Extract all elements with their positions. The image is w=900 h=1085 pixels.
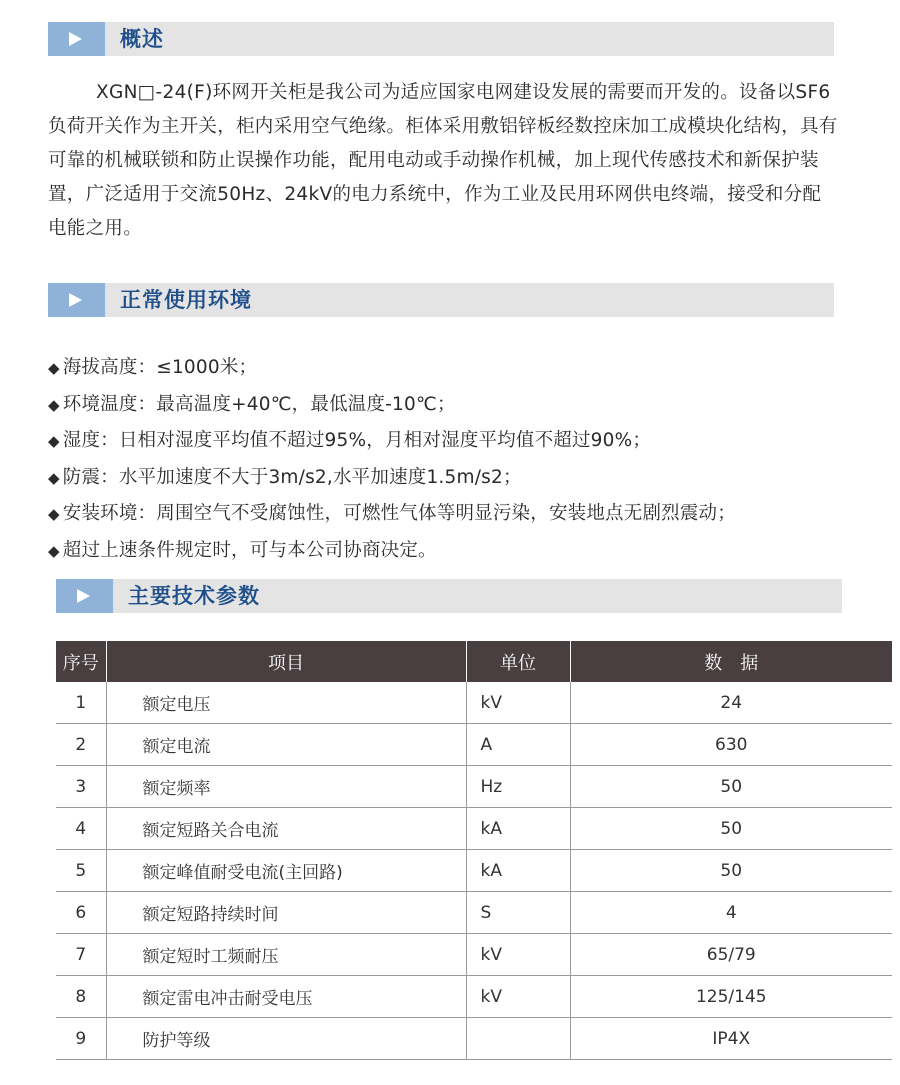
cell-value: 50 [570,808,892,850]
list-item-text: 防震：水平加速度不大于3m/s2,水平加速度1.5m/s2； [62,466,522,488]
header-item: 项目 [106,641,466,682]
cell-value: 65/79 [570,934,892,976]
cell-unit: kA [466,808,570,850]
cell-value: 4 [570,892,892,934]
diamond-bullet-icon: ◆ [48,395,60,414]
cell-index: 7 [56,934,106,976]
cell-item: 额定短路关合电流 [106,808,466,850]
cell-value: 24 [570,682,892,724]
diamond-bullet-icon: ◆ [48,541,60,560]
header-index: 序号 [56,641,106,682]
parameters-table [56,641,892,1060]
cell-unit: kV [466,976,570,1018]
table-header-row [56,641,892,682]
list-item-text: 海拔高度：≤1000米； [62,357,258,378]
play-triangle-icon [69,32,82,46]
cell-index: 9 [56,1018,106,1060]
section-marker [48,283,105,317]
cell-item: 额定短路持续时间 [106,892,466,934]
header-unit: 单位 [466,641,570,682]
diamond-bullet-icon: ◆ [48,432,60,450]
section-marker [48,22,105,56]
cell-index: 1 [56,682,106,724]
cell-item: 额定电流 [106,724,466,766]
section-marker [56,579,113,613]
table-row [56,892,892,934]
cell-unit [466,1018,570,1060]
section-title: 正常使用环境 [120,288,252,312]
table-row [56,934,892,976]
list-item [48,423,848,460]
cell-item: 额定峰值耐受电流(主回路) [106,850,466,892]
list-item-text: 湿度：日相对湿度平均值不超过95%，月相对湿度平均值不超过90%； [62,430,652,451]
cell-index: 6 [56,892,106,934]
section-header-environment [48,283,834,317]
table-row [56,1018,892,1060]
play-triangle-icon [77,589,90,603]
cell-unit: kA [466,850,570,892]
section-title: 概述 [120,27,164,51]
cell-index: 4 [56,808,106,850]
cell-unit: A [466,724,570,766]
environment-list [48,350,848,569]
section-title: 主要技术参数 [128,584,260,608]
cell-item: 额定雷电冲击耐受电压 [106,976,466,1018]
list-item [48,350,848,387]
cell-index: 2 [56,724,106,766]
section-header-params [56,579,842,613]
diamond-bullet-icon: ◆ [48,359,60,377]
overview-paragraph: XGN□-24(F)环网开关柜是我公司为适应国家电网建设发展的需要而开发的。设备以SF6负荷开关作为主开关，柜内采用空气绝缘。柜体采用敷铝锌板经数控床加工成模块化结构，具有可靠的机械联锁和防止误操作功能，配用电动或手动操作机械，加上现代传感技术和新保护装置，广泛适用于交流50Hz、24kV的电力系统中，作为工业及民用环网供电终端，接受和分配电能之用。 [48,82,838,239]
table-row [56,682,892,724]
diamond-bullet-icon: ◆ [48,505,60,523]
table-row [56,808,892,850]
diamond-bullet-icon: ◆ [48,468,60,487]
table-row [56,766,892,808]
table-row [56,850,892,892]
list-item-text: 安装环境：周围空气不受腐蚀性，可燃性气体等明显污染，安装地点无剧烈震动； [62,503,736,524]
header-value: 数 据 [570,641,892,682]
table-row [56,976,892,1018]
play-triangle-icon [69,293,82,307]
cell-item: 额定频率 [106,766,466,808]
cell-index: 5 [56,850,106,892]
cell-unit: Hz [466,766,570,808]
cell-item: 额定电压 [106,682,466,724]
list-item [48,387,848,424]
list-item [48,460,848,497]
cell-index: 8 [56,976,106,1018]
cell-unit: S [466,892,570,934]
cell-unit: kV [466,682,570,724]
cell-item: 防护等级 [106,1018,466,1060]
cell-index: 3 [56,766,106,808]
table-row [56,724,892,766]
list-item [48,496,848,533]
list-item-text: 环境温度：最高温度+40℃，最低温度-10℃； [62,393,456,415]
list-item-text: 超过上速条件规定时，可与本公司协商决定。 [62,539,437,561]
cell-item: 额定短时工频耐压 [106,934,466,976]
cell-value: 630 [570,724,892,766]
cell-value: IP4X [570,1018,892,1060]
cell-value: 125/145 [570,976,892,1018]
cell-value: 50 [570,766,892,808]
cell-value: 50 [570,850,892,892]
cell-unit: kV [466,934,570,976]
section-header-overview [48,22,834,56]
list-item [48,533,848,570]
